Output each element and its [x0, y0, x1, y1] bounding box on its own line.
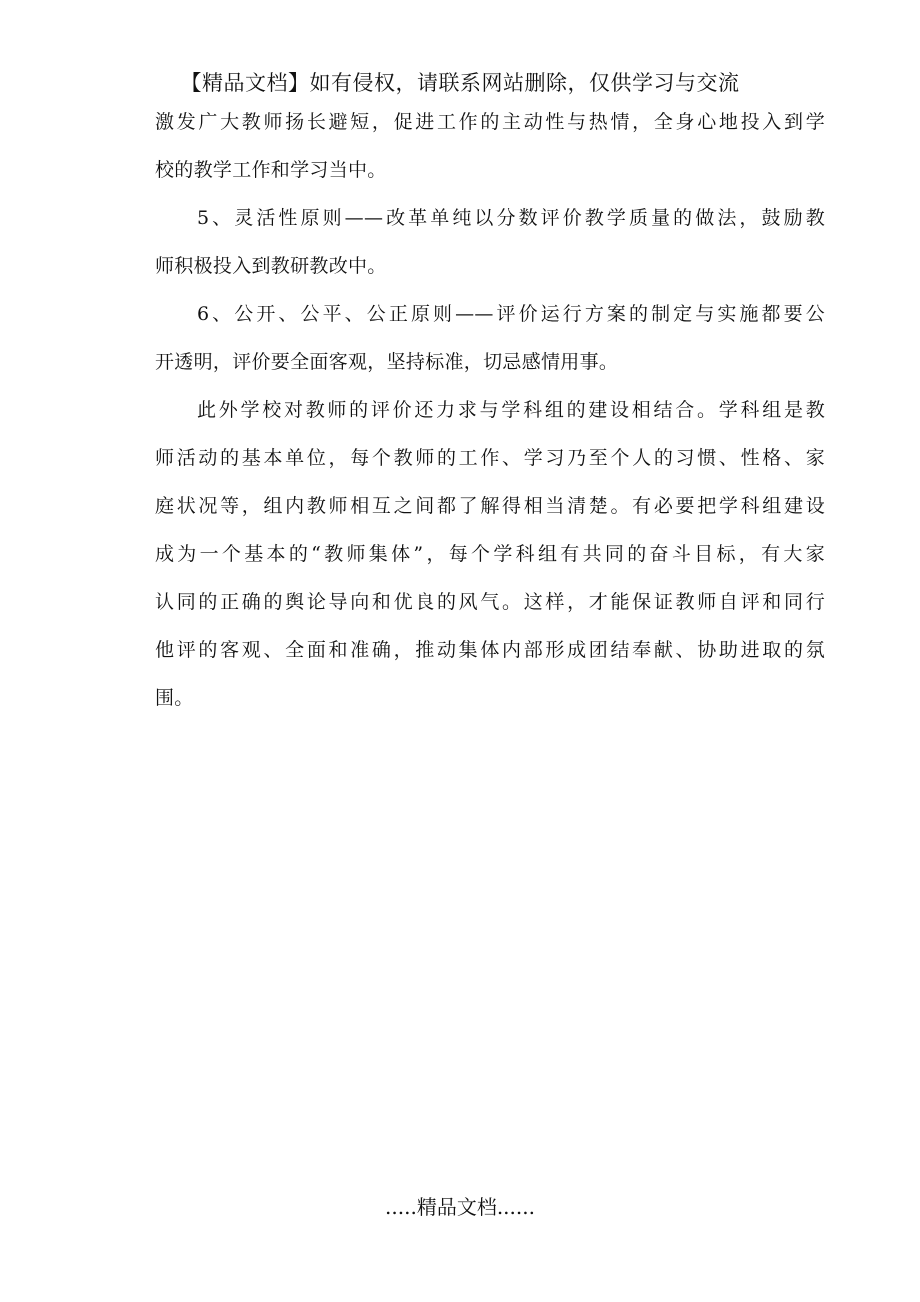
paragraph-line: 庭状况等，组内教师相互之间都了解得相当清楚。有必要把学科组建设: [155, 495, 825, 517]
paragraph-line: 师活动的基本单位，每个教师的工作、学习乃至个人的习惯、性格、家: [155, 447, 825, 469]
paragraph-line: 师积极投入到教研教改中。: [155, 255, 387, 277]
paragraph-line: 此外学校对教师的评价还力求与学科组的建设相结合。学科组是教: [197, 399, 825, 421]
paragraph-line: 认同的正确的舆论导向和优良的风气。这样，才能保证教师自评和同行: [155, 591, 825, 613]
paragraph-line: 他评的客观、全面和准确，推动集体内部形成团结奉献、协助进取的氛: [155, 639, 825, 661]
paragraph-line: 成为一个基本的“教师集体”，每个学科组有共同的奋斗目标，有大家: [155, 543, 825, 565]
document-body: [155, 98, 825, 722]
paragraph-line: 激发广大教师扬长避短，促进工作的主动性与热情，全身心地投入到学: [155, 111, 825, 133]
page-footer: .....精品文档......: [385, 1195, 535, 1219]
page-header: 【精品文档】如有侵权，请联系网站删除，仅供学习与交流: [180, 71, 740, 95]
paragraph-line: 校的教学工作和学习当中。: [155, 159, 387, 181]
paragraph-line: 6、公开、公平、公正原则——评价运行方案的制定与实施都要公: [197, 303, 825, 325]
paragraph-line: 围。: [155, 687, 194, 709]
paragraph-line: 5、灵活性原则——改革单纯以分数评价教学质量的做法，鼓励教: [197, 207, 825, 229]
paragraph-line: 开透明，评价要全面客观，坚持标准，切忌感情用事。: [155, 351, 619, 373]
